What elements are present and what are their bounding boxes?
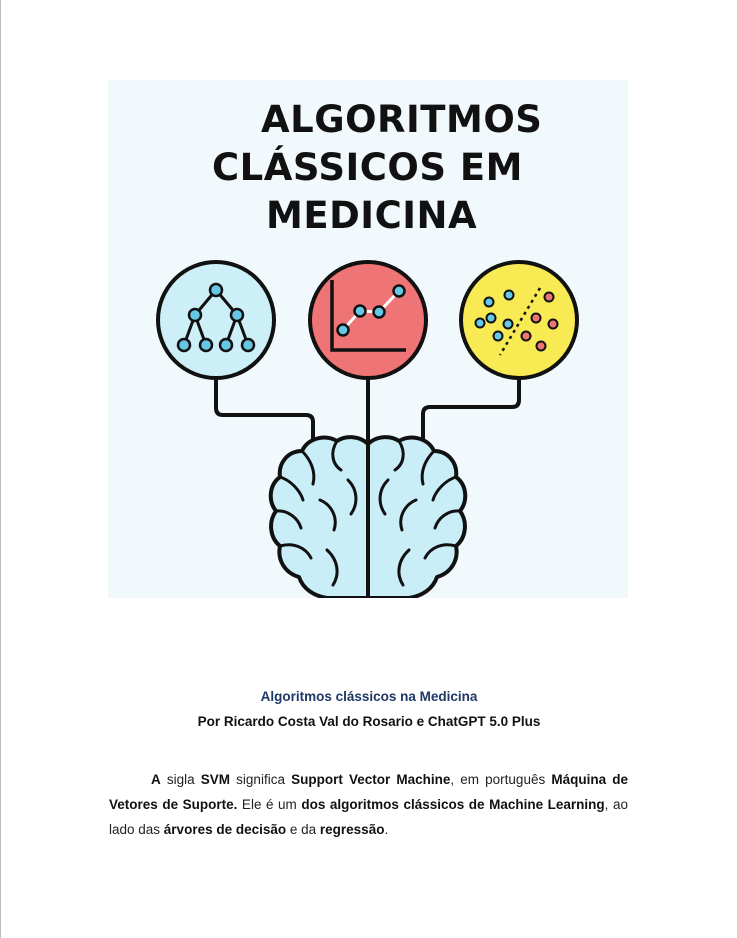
decision-tree-icon bbox=[158, 262, 274, 378]
paragraph-segment: Ele é um bbox=[237, 797, 302, 812]
paragraph-segment: dos algoritmos clássicos de Machine Learning bbox=[301, 797, 605, 812]
paragraph-segment: , ao lado das bbox=[109, 797, 628, 837]
cover-title-line: MEDICINA bbox=[266, 194, 478, 237]
paragraph-segment: Support Vector Machine bbox=[291, 772, 451, 787]
cover-title-line: CLÁSSICOS EM bbox=[212, 146, 523, 189]
paragraph-segment: A bbox=[151, 772, 161, 787]
cover-title-line: ALGORITMOS bbox=[261, 98, 543, 141]
paragraph-segment: Máquina de Vetores de Suporte. bbox=[109, 772, 628, 812]
paragraph-segment: regressão bbox=[319, 822, 385, 837]
paragraph-segment: SVM bbox=[200, 772, 231, 787]
paragraph-segment: significa bbox=[230, 772, 292, 787]
line-chart-icon bbox=[310, 262, 426, 378]
cover-illustration bbox=[108, 80, 628, 598]
document-author: Por Ricardo Costa Val do Rosario e ChatGPT 5.0 Plus bbox=[197, 714, 541, 729]
document-title: Algoritmos clássicos na Medicina bbox=[260, 689, 478, 704]
page-edge bbox=[0, 0, 1, 938]
paragraph-segment: , em português bbox=[450, 772, 552, 787]
cover-art bbox=[108, 80, 628, 598]
body-paragraph bbox=[109, 767, 628, 842]
paragraph-segment: . bbox=[384, 822, 389, 837]
paragraph-segment: e da bbox=[286, 822, 320, 837]
connector-lines bbox=[216, 380, 519, 450]
paragraph-segment: sigla bbox=[160, 772, 201, 787]
brain-icon bbox=[271, 437, 465, 598]
paragraph-segment: árvores de decisão bbox=[163, 822, 287, 837]
scatter-classification-icon bbox=[461, 262, 577, 378]
